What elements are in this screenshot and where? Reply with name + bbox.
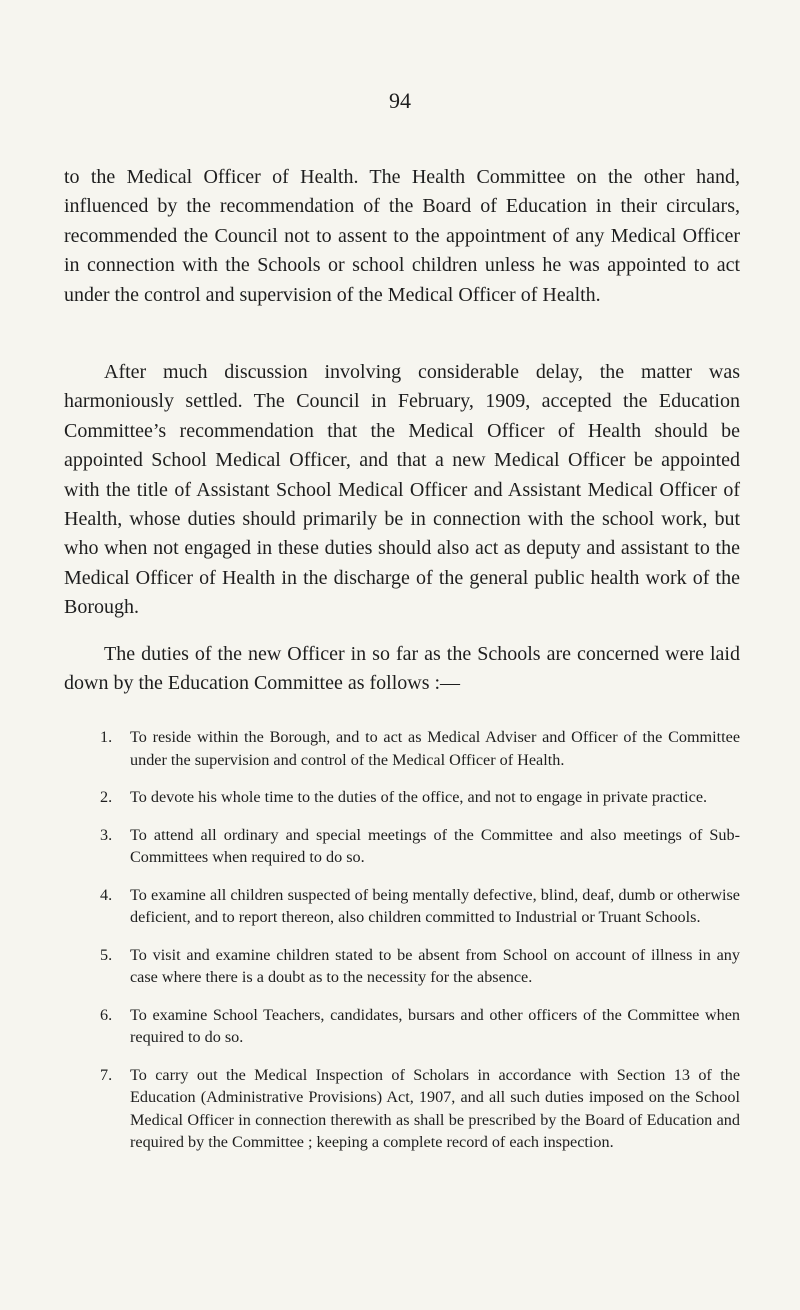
duty-text: To attend all ordinary and special meetings of the Committee and also meetings of Sub-Committees when required to do so. [130, 825, 740, 866]
duty-number: 6. [100, 1005, 113, 1024]
duty-number: 3. [100, 825, 113, 844]
duty-number: 7. [100, 1065, 113, 1084]
duty-item [90, 786, 740, 809]
duty-text: To examine all children suspected of being mentally defective, blind, deaf, dumb or otherwise deficient, and to report thereon, also children committed to Industrial or Truant Schools. [130, 885, 740, 926]
duty-text: To devote his whole time to the duties of the office, and not to engage in private practice. [130, 788, 708, 806]
duty-number: 2. [100, 788, 113, 806]
paragraph-settlement: After much discussion involving considerable delay, the matter was harmoniously settled. The Council in February, 1909, accepted the Education Committee’s recommendation that the Medical Officer of Health should be appointed School Medical Officer, and that a new Medical Officer be appointed with the title of Assistant School Medical Officer and Assistant Medical Officer of Health, whose duties should primarily be in connection with the school work, but who when not engaged in these duties should also act as deputy and assistant to the Medical Officer of Health in the discharge of the general public health work of the Borough. [64, 361, 740, 619]
duty-item [90, 884, 740, 929]
duty-item [90, 824, 740, 869]
duty-text: To reside within the Borough, and to act as Medical Adviser and Officer of the Committee under the supervision and control of the Medical Officer of Health. [130, 728, 740, 769]
duty-item [90, 726, 740, 771]
duty-item [90, 944, 740, 989]
paragraph-duties-intro: The duties of the new Officer in so far as the Schools are concerned were laid down by the Education Committee as follows :— [64, 643, 740, 695]
duties-list [90, 726, 740, 1169]
duty-text: To visit and examine children stated to be absent from School on account of illness in any case where there is a doubt as to the necessity for the absence. [130, 945, 740, 986]
duty-text: To carry out the Medical Inspection of Scholars in accordance with Section 13 of the Education (Administrative Provisions) Act, 1907, and all such duties imposed on the School Medical Officer in connection therewith as shall be prescribed by the Board of Education and required by the Committee ; keeping a complete record of each inspection. [130, 1065, 740, 1151]
duty-text: To examine School Teachers, candidates, bursars and other officers of the Committee when required to do so. [130, 1005, 740, 1046]
duty-number: 4. [100, 885, 113, 904]
duty-item [90, 1064, 740, 1154]
duty-number: 5. [100, 945, 113, 964]
duty-item [90, 1004, 740, 1049]
page-number: 94 [389, 88, 411, 113]
duty-number: 1. [100, 728, 113, 746]
paragraph-continuation: to the Medical Officer of Health. The Health Committee on the other hand, influenced by the recommendation of the Board of Education in their circulars, recommended the Council not to assent to the appointment of any Medical Officer in connection with the Schools or school children unless he was appointed to act under the control and supervision of the Medical Officer of Health. [64, 166, 740, 306]
